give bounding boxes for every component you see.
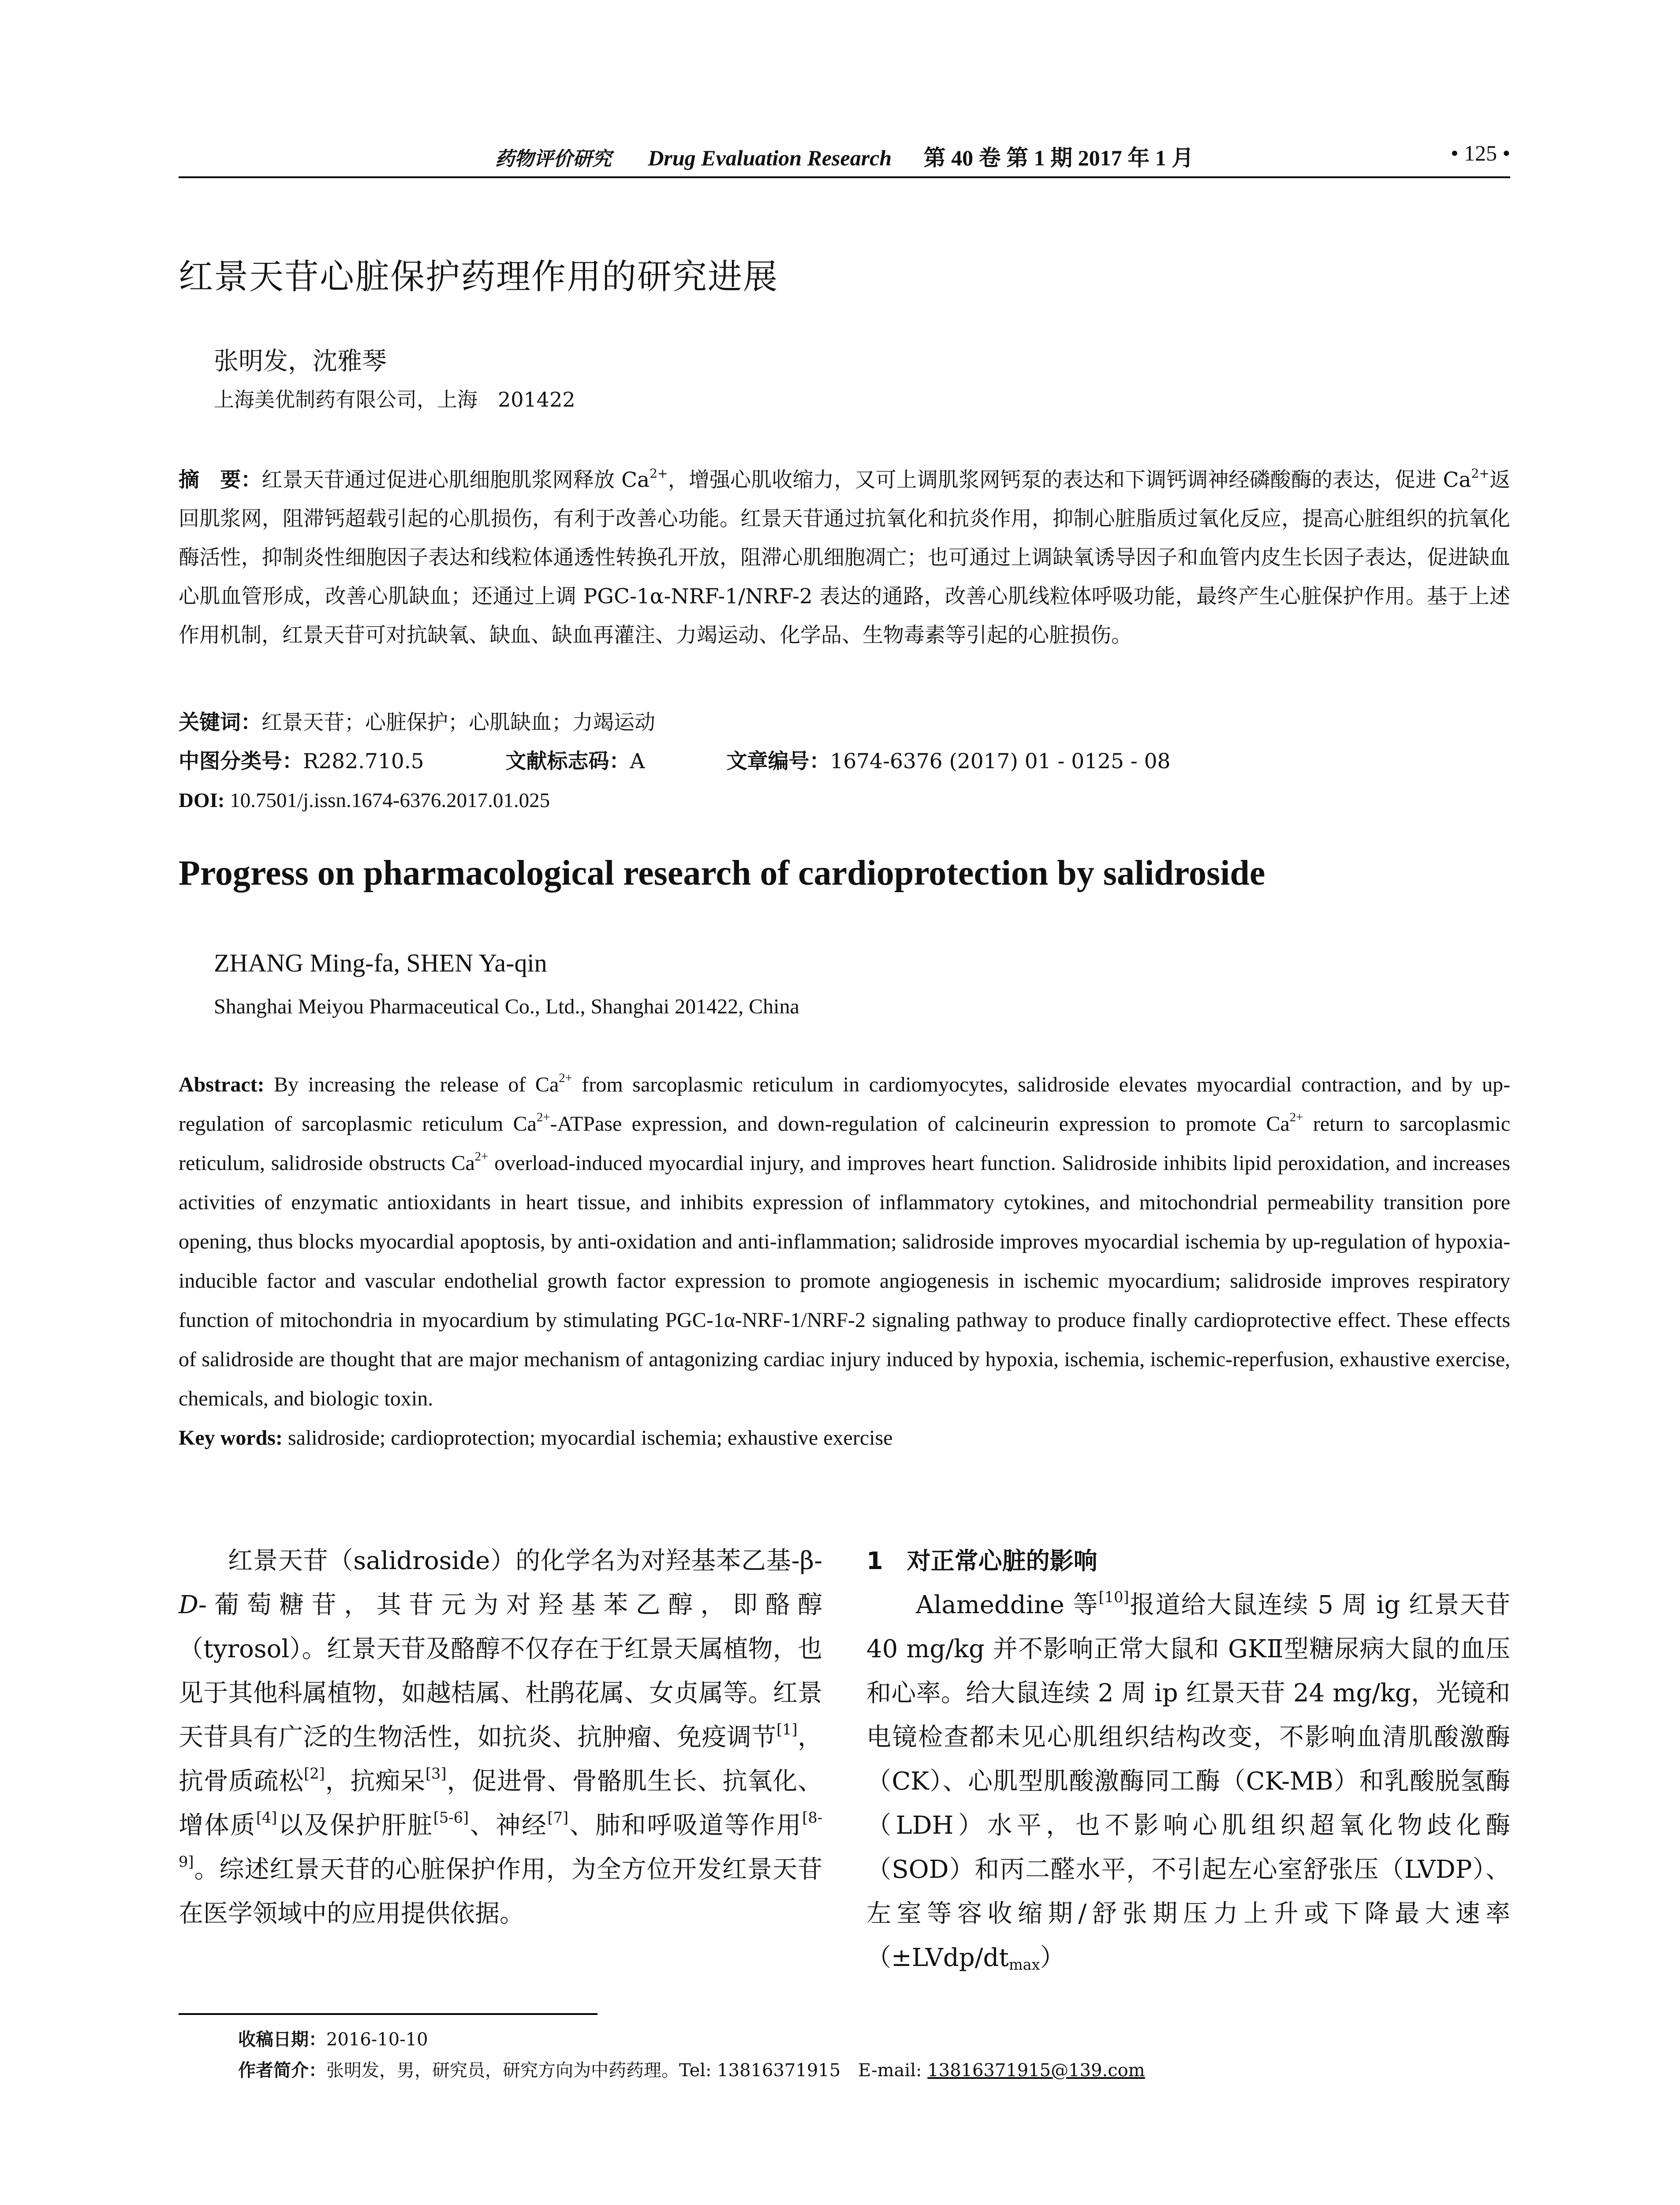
superscript: 2+ bbox=[1289, 1110, 1303, 1125]
abstract-cn-label: 摘 要： bbox=[179, 468, 262, 492]
received-date bbox=[238, 2024, 1145, 2055]
authors-cn: 张明发，沈雅琴 bbox=[214, 347, 387, 376]
citation: [7] bbox=[547, 1809, 569, 1826]
body-text: 、神经 bbox=[469, 1811, 548, 1840]
doc-code-value: A bbox=[630, 749, 645, 774]
clc-value: R282.710.5 bbox=[303, 749, 424, 774]
citation: [5-6] bbox=[433, 1809, 469, 1826]
body-text: ，抗痴呆 bbox=[325, 1767, 426, 1796]
section-heading: 1 对正常心脏的影响 bbox=[866, 1547, 1098, 1575]
abstract-en bbox=[179, 1065, 1510, 1458]
abstract-en-text bbox=[179, 1065, 1510, 1418]
classification-row bbox=[179, 742, 1510, 781]
affiliation-cn: 上海美优制药有限公司，上海 201422 bbox=[214, 388, 575, 411]
article-title-en: Progress on pharmacological research of cardioprotection by salidroside bbox=[179, 854, 1266, 893]
citation: [3] bbox=[425, 1764, 447, 1782]
footnote-rule bbox=[179, 2013, 597, 2015]
abstract-cn-text bbox=[179, 461, 1510, 655]
abstract-cn bbox=[179, 461, 1510, 655]
clc-label: 中图分类号： bbox=[179, 749, 303, 774]
body-text: 红景天苷（salidroside）的化学名为对羟基苯乙基-β- bbox=[228, 1547, 822, 1575]
header-rule bbox=[179, 176, 1510, 178]
body-text: ） bbox=[1040, 1943, 1065, 1972]
abstract-en-part: By increasing the release of Ca bbox=[264, 1073, 559, 1096]
body-text: 以及保护肝脏 bbox=[277, 1811, 433, 1840]
body-column-left bbox=[179, 1539, 822, 1936]
doi-row bbox=[179, 781, 1510, 820]
received-label: 收稿日期： bbox=[238, 2029, 326, 2050]
header-center bbox=[179, 140, 1510, 172]
citation: [2] bbox=[304, 1764, 325, 1782]
article-id-value: 1674-6376 (2017) 01 - 0125 - 08 bbox=[830, 749, 1171, 774]
body-text: ，促进骨、骨骼肌生长、抗氧化、增体质 bbox=[179, 1767, 823, 1840]
body-text: 报道给大鼠连续 5 周 ig 红景天苷 40 mg/kg 并不影响正常大鼠和 GKⅡ型糖尿病大鼠的血压和心率。给大鼠连续 2 周 ip 红景天苷 24 mg/kg，光镜和电镜检查都未见心肌组织结构改变，不影响血清肌酸激酶（CK）、心肌型肌酸激酶同工酶（CK-MB）和乳酸脱氢酶（LDH）水平，也不影响心肌组织超氧化物歧化酶（SOD）和丙二醛水平，不引起左心室舒张压（LVDP）、左室等容收缩期/舒张期压力上升或下降最大速率（±LVdp/dt bbox=[866, 1591, 1511, 1972]
footnotes bbox=[238, 2024, 1145, 2086]
section-paragraph bbox=[866, 1583, 1510, 1980]
body-column-right bbox=[866, 1539, 1510, 1980]
keywords-en-row bbox=[179, 1418, 1510, 1458]
journal-name: Drug Evaluation Research bbox=[648, 146, 892, 170]
abstract-en-part: -ATPase expression, and down-regulation of calcineurin expression to promote Ca bbox=[550, 1112, 1290, 1136]
keywords-cn: 红景天苷；心脏保护；心肌缺血；力竭运动 bbox=[261, 710, 655, 735]
doi-label: DOI: bbox=[179, 789, 225, 812]
email-link[interactable]: 13816371915@139.com bbox=[927, 2060, 1145, 2081]
body-text: ，抗骨质疏松 bbox=[179, 1723, 823, 1796]
body-text: Alameddine 等 bbox=[916, 1591, 1099, 1619]
keywords-cn-label: 关键词： bbox=[179, 710, 261, 735]
superscript: 2+ bbox=[559, 1071, 572, 1085]
received-value: 2016-10-10 bbox=[326, 2029, 428, 2050]
article-title-cn: 红景天苷心脏保护药理作用的研究进展 bbox=[179, 257, 779, 297]
intro-paragraph bbox=[179, 1539, 822, 1936]
abstract-en-part: from sarcoplasmic reticulum in cardiomyocytes, salidroside elevates myocardial contraction, and by up-regulation of sarcoplasmic reticulum Ca bbox=[179, 1073, 1511, 1136]
keywords-cn-row bbox=[179, 703, 1510, 742]
article-metadata-cn bbox=[179, 703, 1510, 820]
author-label: 作者简介： bbox=[238, 2060, 326, 2081]
italic-text: D bbox=[179, 1591, 198, 1619]
citation: [8-9] bbox=[179, 1809, 823, 1870]
running-header bbox=[179, 137, 1510, 176]
author-value: 张明发，男，研究员，研究方向为中药药理。Tel: 13816371915 E-mail: bbox=[326, 2060, 928, 2081]
keywords-en: salidroside; cardioprotection; myocardial ischemia; exhaustive exercise bbox=[282, 1426, 893, 1450]
superscript: 2+ bbox=[474, 1149, 489, 1164]
subscript: max bbox=[1008, 1956, 1040, 1973]
article-id-label: 文章编号： bbox=[726, 749, 830, 774]
abstract-en-label: Abstract: bbox=[179, 1073, 265, 1096]
author-info bbox=[238, 2055, 1145, 2086]
abstract-en-part: overload-induced myocardial injury, and improves heart function. Salidroside inhibits lipid peroxidation, and increases activities of enzymatic antioxidants in heart tissue, and inhibits expression of inflammatory cytokines, and mitochondrial permeability transition pore opening, thus blocks myocardial apoptosis, by anti-oxidation and anti-inflammation; salidroside improves myocardial ischemia by up-regulation of hypoxia-inducible factor and vascular endothelial growth factor expression to promote angiogenesis in ischemic myocardium; salidroside improves respiratory function of mitochondria in myocardium by stimulating PGC-1α-NRF-1/NRF-2 signaling pathway to produce finally cardioprotective effect. These effects of salidroside are thought that are major mechanism of antagonizing cardiac injury induced by hypoxia, ischemia, ischemic-reperfusion, exhaustive exercise, chemicals, and biologic toxin. bbox=[179, 1151, 1510, 1410]
superscript: 2+ bbox=[650, 466, 668, 481]
body-text: 。综述红景天苷的心脏保护作用，为全方位开发红景天苷在医学领域中的应用提供依据。 bbox=[179, 1855, 822, 1928]
affiliation-en: Shanghai Meiyou Pharmaceutical Co., Ltd., Shanghai 201422, China bbox=[214, 995, 799, 1018]
citation: [1] bbox=[776, 1720, 798, 1738]
page-number: • 125 • bbox=[1450, 141, 1510, 165]
doi-link[interactable]: 10.7501/j.issn.1674-6376.2017.01.025 bbox=[224, 789, 550, 812]
abstract-cn-part: 红景天苷通过促进心肌细胞肌浆网释放 Ca bbox=[261, 468, 650, 492]
abstract-cn-part: ，增强心肌收缩力，又可上调肌浆网钙泵的表达和下调钙调神经磷酸酶的表达，促进 Ca bbox=[668, 468, 1471, 492]
body-text: -葡萄糖苷，其苷元为对羟基苯乙醇，即酪醇（tyrosol）。红景天苷及酪醇不仅存在于红景天属植物，也见于其他科属植物，如越桔属、杜鹃花属、女贞属等。红景天苷具有广泛的生物活性，如抗炎、抗肿瘤、免疫调节 bbox=[179, 1591, 822, 1752]
authors-en: ZHANG Ming-fa, SHEN Ya-qin bbox=[214, 949, 547, 977]
superscript: 2+ bbox=[536, 1110, 550, 1125]
superscript: 2+ bbox=[1471, 466, 1490, 481]
issue-info: 第 40 卷 第 1 期 2017 年 1 月 bbox=[923, 146, 1194, 170]
body-text: 、肺和呼吸道等作用 bbox=[568, 1811, 803, 1840]
doc-code-label: 文献标志码： bbox=[505, 749, 630, 774]
journal-logo: 药物评价研究 bbox=[495, 148, 612, 170]
abstract-cn-part: 返回肌浆网，阻滞钙超载引起的心肌损伤，有利于改善心功能。红景天苷通过抗氧化和抗炎作用，抑制心脏脂质过氧化反应，提高心脏组织的抗氧化酶活性，抑制炎性细胞因子表达和线粒体通透性转换孔开放，阻滞心肌细胞凋亡；也可通过上调缺氧诱导因子和血管内皮生长因子表达，促进缺血心肌血管形成，改善心肌缺血；还通过上调 PGC-1α-NRF-1/NRF-2 表达的通路，改善心肌线粒体呼吸功能，最终产生心脏保护作用。基于上述作用机制，红景天苷可对抗缺氧、缺血、缺血再灌注、力竭运动、化学品、生物毒素等引起的心脏损伤。 bbox=[179, 468, 1511, 647]
abstract-en-part: return to sarcoplasmic reticulum, salidroside obstructs Ca bbox=[179, 1112, 1511, 1175]
citation: [4] bbox=[256, 1809, 277, 1826]
keywords-en-label: Key words: bbox=[179, 1426, 283, 1450]
citation: [10] bbox=[1098, 1588, 1129, 1606]
